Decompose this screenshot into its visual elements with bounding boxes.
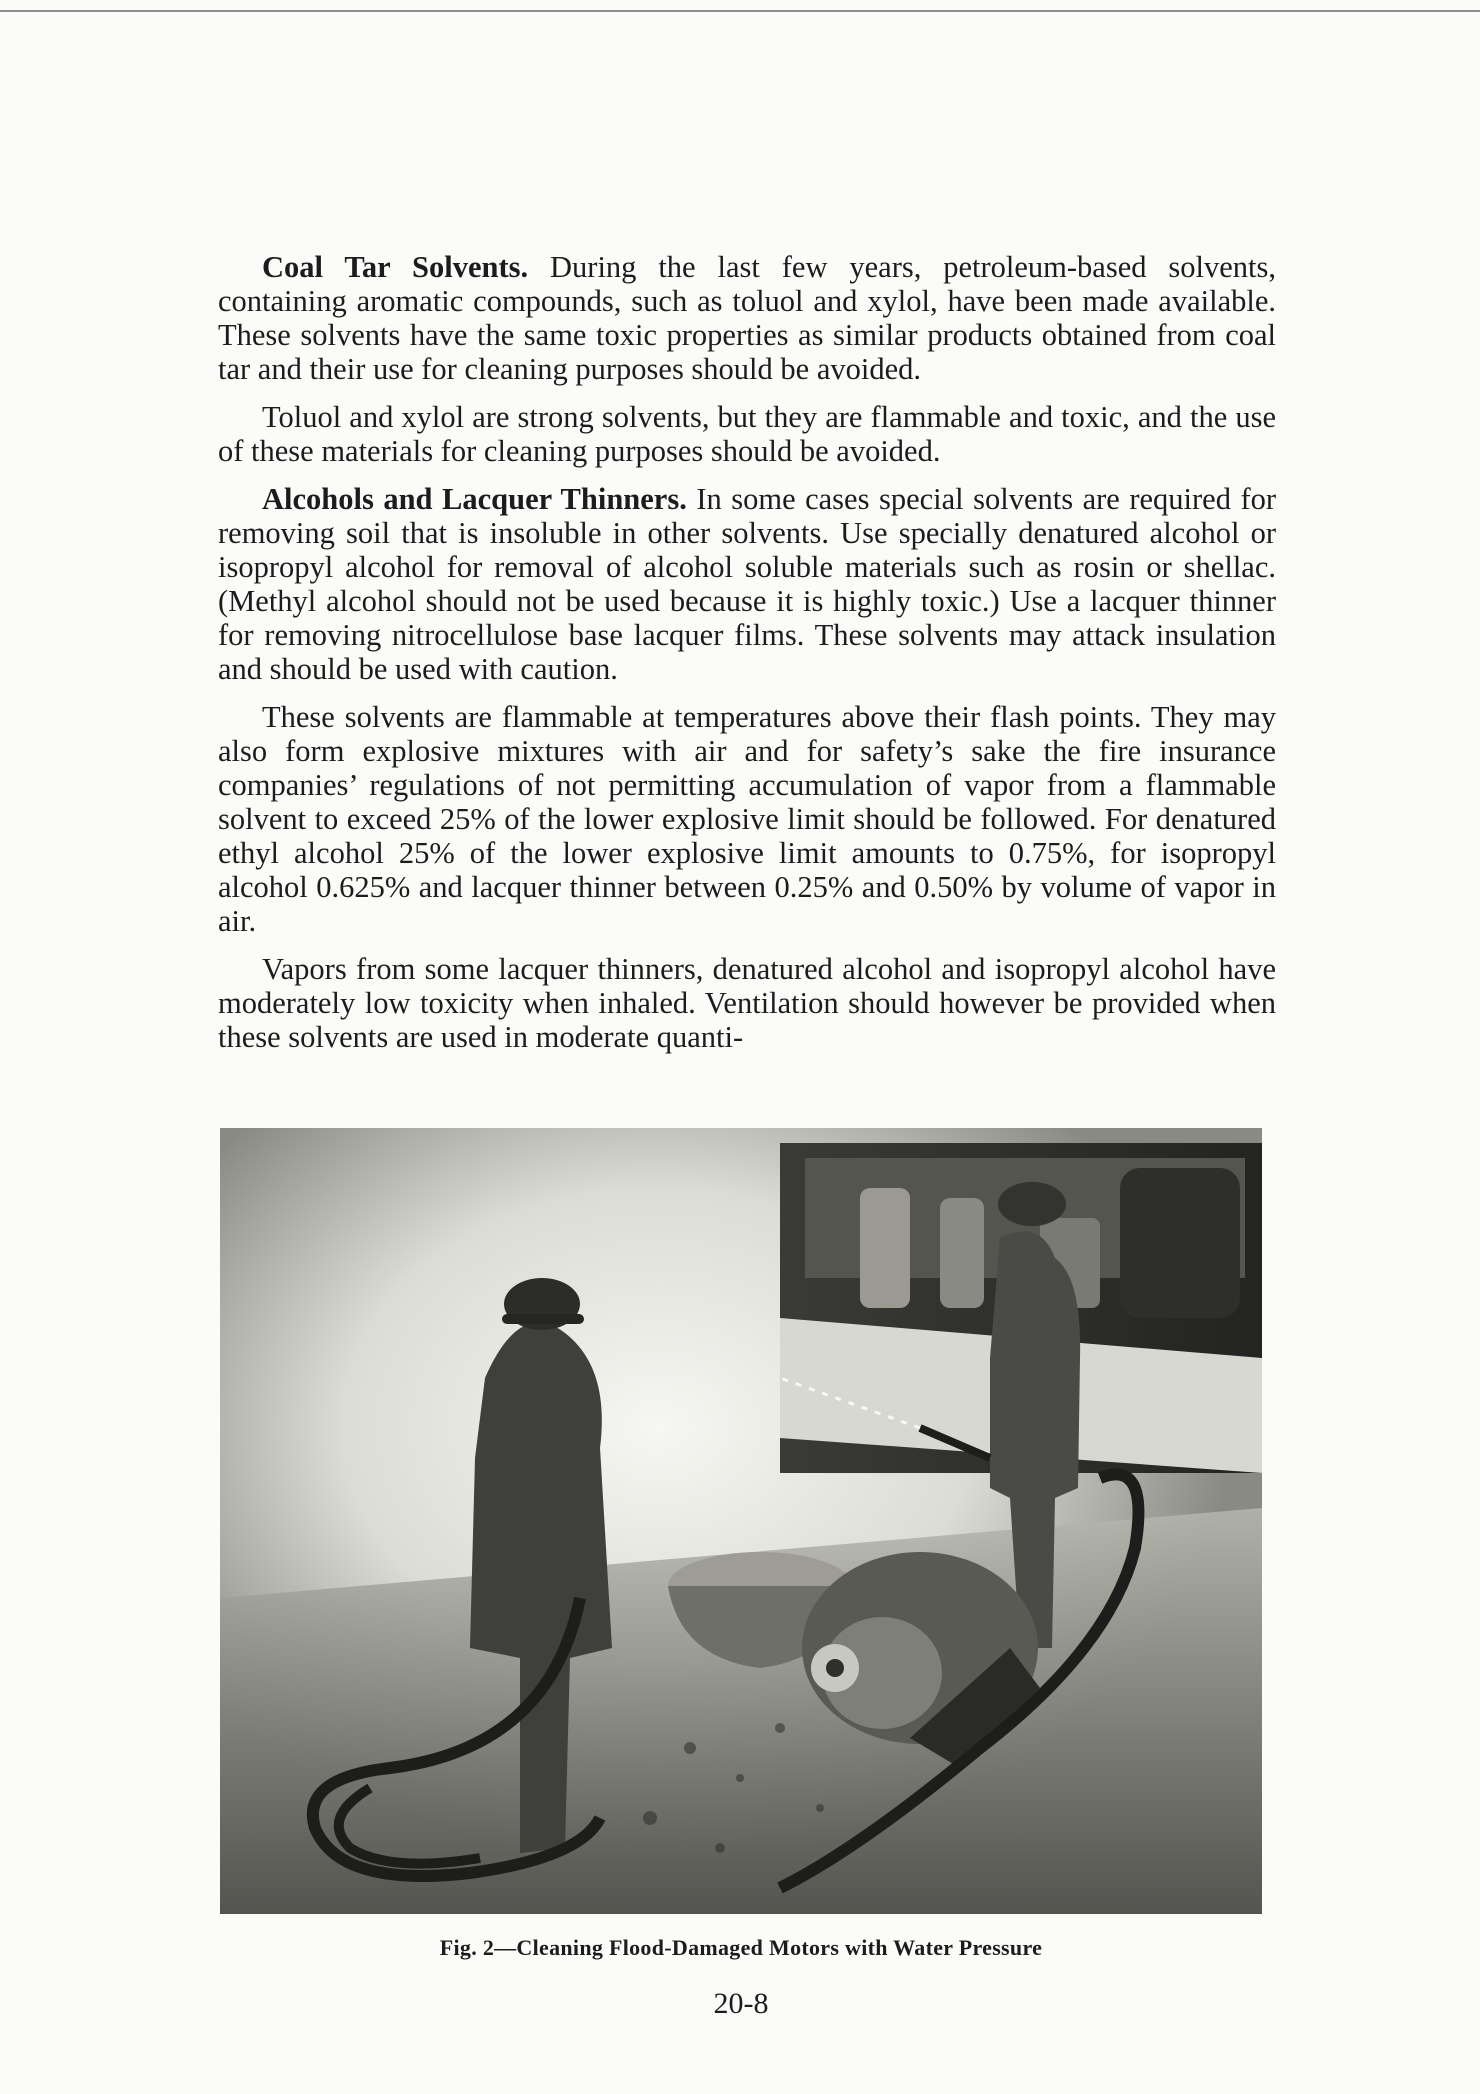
figure-caption: Fig. 2—Cleaning Flood-Damaged Motors with Water Pressure [439,1935,1043,1960]
paragraph-flammability [218,700,1276,938]
paragraph-text: Vapors from some lacquer thinners, denatured alcohol and isopropyl alcohol have moderately low toxicity when inhaled. Ventilation should however be provided when these solvents are used in moderate quanti- [218,952,1276,1054]
figure-photo [220,1128,1262,1914]
paragraph-vapors [218,952,1276,1054]
run-in-heading: Alcohols and Lacquer Thinners. [262,482,687,516]
paragraph-toluol-xylol [218,400,1276,468]
paragraph-text: These solvents are flammable at temperatures above their flash points. They may also form explosive mixtures with air and for safety’s sake the fire insurance companies’ regulations of not permitting accumulation of vapor from a flammable solvent to exceed 25% of the lower explosive limit should be followed. For denatured ethyl alcohol 25% of the lower explosive limit amounts to 0.75%, for isopropyl alcohol 0.625% and lacquer thinner between 0.25% and 0.50% by volume of vapor in air. [218,700,1276,938]
paragraph-text: Toluol and xylol are strong solvents, but they are flammable and toxic, and the use of these materials for cleaning purposes should be avoided. [218,400,1276,468]
run-in-heading: Coal Tar Solvents. [262,250,529,284]
photo-flood-damaged-motors [220,1128,1262,1914]
paragraph-coal-tar-solvents [218,250,1276,386]
body-text [218,250,1276,1068]
paragraph-alcohols-lacquer-thinners [218,482,1276,686]
paragraph-text: In some cases special solvents are required for removing soil that is insoluble in other solvents. Use specially denatured alcohol or isopropyl alcohol for removal of alcohol soluble materials such as rosin or shellac. (Methyl alcohol should not be used because it is highly toxic.) Use a lacquer thinner for removing nitrocellulose base lacquer films. These solvents may attack insulation and should be used with caution. [218,482,1277,686]
page-top-border [0,10,1480,12]
page-number: 20-8 [713,1987,769,2020]
paragraph-text: During the last few years, petroleum-based solvents, containing aromatic compounds, such as toluol and xylol, have been made available. These solvents have the same toxic properties as similar products obtained from coal tar and their use for cleaning purposes should be avoided. [218,250,1276,386]
